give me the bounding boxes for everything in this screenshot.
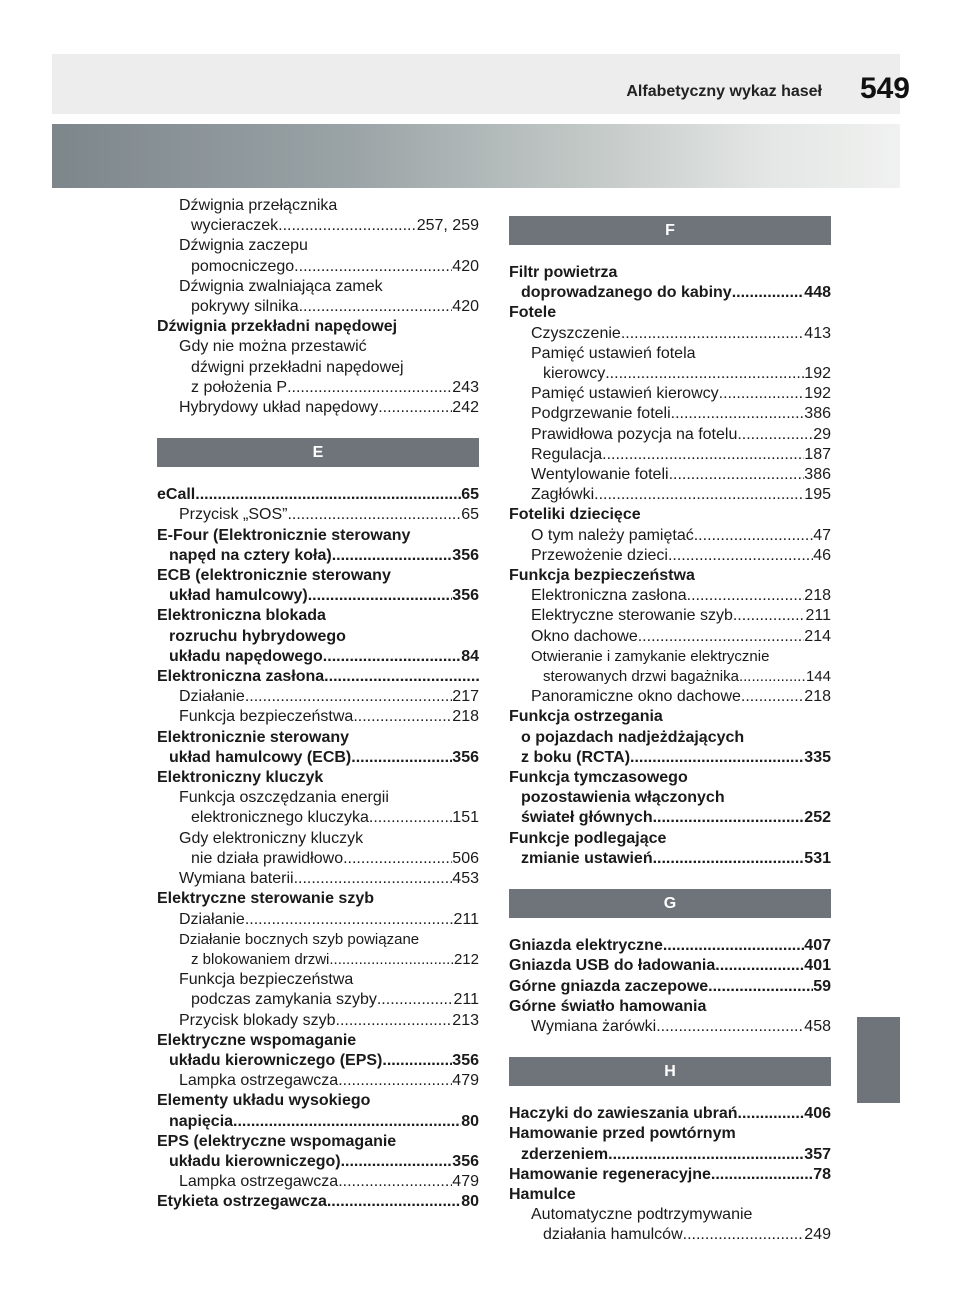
index-subentry [509, 404, 831, 424]
entry-text: Lampka ostrzegawcza [179, 1072, 339, 1090]
section-letter-f: F [509, 216, 831, 245]
entry-text: z boku (RCTA) [521, 748, 631, 766]
entry-text: z blokowaniem drzwi [191, 950, 330, 968]
page-reference: 217 [452, 688, 479, 706]
dot-leader [351, 748, 452, 768]
page-reference: 335 [804, 748, 831, 766]
entry-text: Podgrzewanie foteli [531, 405, 671, 423]
page-reference: 386 [804, 405, 831, 423]
index-entry [157, 1031, 479, 1071]
entry-text: układ hamulcowy) [169, 587, 308, 605]
dot-leader [332, 546, 453, 566]
index-subentry [509, 627, 831, 647]
entry-text: Okno dachowe [531, 627, 638, 645]
dot-leader [338, 1071, 452, 1091]
entry-text: O tym należy pamiętać [531, 526, 694, 544]
index-subentry [157, 1071, 479, 1091]
page-reference: 187 [804, 445, 831, 463]
entry-text: świateł głównych [521, 809, 653, 827]
entry-text: EPS (elektryczne wspomaganie [157, 1132, 397, 1150]
dot-leader [653, 808, 805, 828]
entry-text: Działanie [179, 910, 245, 928]
index-entry [157, 1132, 479, 1172]
index-entry [157, 317, 479, 337]
dot-leader [245, 687, 452, 707]
page-reference: 46 [813, 546, 831, 564]
entry-text: Automatyczne podtrzymywanie [531, 1206, 753, 1224]
entry-text: Działanie bocznych szyb powiązane [179, 930, 420, 948]
dot-leader [715, 956, 804, 976]
entry-text: eCall [157, 486, 196, 504]
page-reference: 80 [461, 1193, 479, 1211]
entry-text: zderzeniem [521, 1145, 609, 1163]
entry-text: Górne gniazda zaczepowe [509, 977, 709, 995]
index-entry [157, 485, 479, 505]
page-reference: 214 [804, 627, 831, 645]
entry-text: Gniazda elektryczne [509, 937, 663, 955]
dot-leader [278, 216, 417, 236]
page-reference: 448 [804, 284, 831, 302]
dot-leader [378, 398, 452, 418]
entry-text: wycieraczek [191, 217, 279, 235]
index-subentry [509, 586, 831, 606]
page-reference: 479 [452, 1072, 479, 1090]
entry-text: Górne światło hamowania [509, 997, 707, 1015]
index-entry [509, 1104, 831, 1124]
page-reference: 458 [804, 1017, 831, 1035]
page-reference: 78 [813, 1165, 831, 1183]
page-reference: 218 [452, 708, 479, 726]
dot-leader [719, 384, 805, 404]
index-entry [157, 768, 479, 788]
index-subentry [157, 277, 479, 317]
page-reference: 80 [461, 1112, 479, 1130]
dot-leader [630, 748, 804, 768]
index-subentry [157, 970, 479, 1010]
page-reference: 406 [804, 1105, 831, 1123]
dot-leader [671, 404, 805, 424]
page-reference: 420 [452, 257, 479, 275]
dot-leader [694, 526, 813, 546]
entry-text: E-Four (Elektronicznie sterowany [157, 526, 411, 544]
entry-text: Czyszczenie [531, 324, 621, 342]
decorative-gradient-band [52, 124, 900, 188]
entry-text: Elektronicznie sterowany [157, 728, 350, 746]
dot-leader [739, 667, 806, 687]
entry-text: układu napędowego [169, 647, 323, 665]
index-subentry [157, 1011, 479, 1031]
dot-leader [608, 1145, 804, 1165]
entry-text: pozostawienia włączonych [521, 789, 725, 807]
section-letter-e: E [157, 438, 479, 467]
index-entry [509, 997, 831, 1017]
dot-leader [382, 1051, 452, 1071]
page-reference: 356 [452, 546, 479, 564]
entry-text: Działanie [179, 688, 245, 706]
page-reference: 413 [804, 324, 831, 342]
page-reference: 242 [452, 399, 479, 417]
index-entry [509, 566, 831, 586]
entry-text: Otwieranie i zamykanie elektrycznie [531, 647, 770, 665]
entry-text: Funkcja ostrzegania [509, 708, 663, 726]
index-subentry [157, 930, 479, 970]
entry-text: sterowanych drzwi bagażnika [543, 668, 739, 686]
page-reference: 453 [452, 870, 479, 888]
dot-leader [738, 1104, 805, 1124]
entry-text: z położenia P [191, 378, 288, 396]
dot-leader [621, 324, 804, 344]
entry-text: kierowcy [543, 365, 606, 383]
entry-text: Przewożenie dzieci [531, 546, 668, 564]
entry-text: o pojazdach nadjeżdżających [521, 728, 745, 746]
dot-leader [638, 627, 805, 647]
entry-text: Hamowanie regeneracyjne [509, 1165, 711, 1183]
index-subentry [157, 788, 479, 828]
index-subentry [157, 398, 479, 418]
index-subentry [509, 425, 831, 445]
entry-text: doprowadzanego do kabiny [521, 284, 732, 302]
index-entry [509, 303, 831, 323]
entry-text: układu kierowniczego) [169, 1152, 341, 1170]
entry-text: Fotele [509, 304, 557, 322]
index-subentry [157, 236, 479, 276]
index-entry [157, 1091, 479, 1131]
dot-leader [294, 869, 453, 889]
index-entry [509, 263, 831, 303]
index-subentry [157, 687, 479, 707]
entry-text: układ hamulcowy (ECB) [169, 748, 352, 766]
index-subentry [509, 606, 831, 626]
dot-leader [327, 1192, 461, 1212]
entry-text: Elektryczne sterowanie szyb [157, 890, 374, 908]
entry-text: Haczyki do zawieszania ubrań [509, 1105, 738, 1123]
dot-leader [245, 910, 454, 930]
page-reference: 357 [804, 1145, 831, 1163]
page-reference: 249 [804, 1226, 831, 1244]
entry-text: Funkcje podlegające [509, 829, 667, 847]
entry-text: nie działa prawidłowo [191, 849, 344, 867]
dot-leader [683, 1225, 805, 1245]
page-reference: 65 [461, 486, 479, 504]
dot-leader [602, 445, 804, 465]
entry-text: podczas zamykania szyby [191, 991, 377, 1009]
entry-text: pokrywy silnika [191, 298, 299, 316]
entry-text: Funkcja tymczasowego [509, 769, 688, 787]
index-subentry [509, 647, 831, 687]
entry-text: Dźwignia przełącznika [179, 197, 338, 214]
entry-text: Foteliki dziecięce [509, 506, 641, 524]
dot-leader [329, 950, 454, 970]
page-reference: 243 [452, 378, 479, 396]
entry-text: układu kierowniczego (EPS) [169, 1051, 383, 1069]
page-reference: 59 [813, 977, 831, 995]
page-reference: 531 [804, 849, 831, 867]
page-reference: 211 [453, 991, 479, 1009]
index-column-right [509, 196, 831, 1246]
page-reference: 479 [452, 1173, 479, 1191]
page-reference: 401 [804, 957, 831, 975]
index-subentry [509, 546, 831, 566]
entry-text: Wymiana żarówki [531, 1017, 657, 1035]
dot-leader [324, 667, 479, 687]
entry-text: Funkcja bezpieczeństwa [509, 567, 695, 585]
index-entry [509, 1185, 831, 1205]
entry-text: Dźwignia przekładni napędowej [157, 318, 398, 336]
dot-leader [656, 1017, 804, 1037]
index-subentry [157, 707, 479, 727]
entry-text: zmianie ustawień [521, 849, 653, 867]
page-reference: 192 [804, 385, 831, 403]
index-entry [509, 768, 831, 829]
entry-text: Funkcja oszczędzania energii [179, 789, 389, 807]
index-subentry [157, 829, 479, 869]
dot-leader [687, 586, 805, 606]
page-reference: 407 [804, 937, 831, 955]
dot-leader [605, 364, 804, 384]
page-reference: 356 [452, 1051, 479, 1069]
page-reference: 211 [453, 910, 479, 928]
dot-leader [732, 283, 805, 303]
entry-text: Gdy nie można przestawić [179, 338, 367, 356]
index-subentry [509, 1017, 831, 1037]
index-entry [509, 956, 831, 976]
entry-text: Dźwignia zwalniająca zamek [179, 277, 383, 295]
entry-text: Elektroniczna blokada [157, 607, 326, 625]
entry-text: Wymiana baterii [179, 870, 294, 888]
index-entry [157, 1192, 479, 1212]
entry-text: Hamowanie przed powtórnym [509, 1125, 736, 1143]
index-column-left [157, 196, 479, 1213]
dot-leader [653, 849, 805, 869]
index-entry [157, 889, 479, 909]
dot-leader [353, 707, 452, 727]
index-subentry [509, 1205, 831, 1245]
dot-leader [737, 425, 813, 445]
index-entry [509, 829, 831, 869]
entry-text: Hybrydowy układ napędowy [179, 399, 379, 417]
index-subentry [157, 910, 479, 930]
index-entry [157, 526, 479, 566]
index-subentry [509, 485, 831, 505]
dot-leader [711, 1165, 813, 1185]
entry-text: dźwigni przekładni napędowej [191, 358, 404, 376]
page-reference: 29 [813, 425, 831, 443]
page-reference: 356 [452, 587, 479, 605]
page-reference: 252 [804, 809, 831, 827]
index-entry [157, 667, 479, 687]
dot-leader [338, 1172, 452, 1192]
index-entry [509, 936, 831, 956]
dot-leader [669, 465, 805, 485]
page-reference: 420 [452, 298, 479, 316]
index-entry [157, 728, 479, 768]
index-subentry [157, 337, 479, 398]
entry-text: napęd na cztery koła) [169, 546, 332, 564]
page-reference: 356 [452, 1152, 479, 1170]
index-subentry [157, 505, 479, 525]
entry-text: ECB (elektronicznie sterowany [157, 567, 391, 585]
entry-text: Dźwignia zaczepu [179, 237, 308, 255]
entry-text: Elementy układu wysokiego [157, 1092, 371, 1110]
page-reference: 257, 259 [416, 217, 479, 235]
entry-text: Gdy elektroniczny kluczyk [179, 829, 364, 847]
index-subentry [509, 344, 831, 384]
dot-leader [341, 1152, 453, 1172]
index-entry [157, 606, 479, 667]
page-reference: 506 [452, 849, 479, 867]
page-number: 549 [859, 72, 910, 105]
entry-text: rozruchu hybrydowego [169, 627, 346, 645]
entry-text: Elektroniczny kluczyk [157, 769, 324, 787]
index-subentry [509, 324, 831, 344]
entry-text: Panoramiczne okno dachowe [531, 688, 741, 706]
dot-leader [377, 990, 454, 1010]
page-header-title: Alfabetyczny wykaz haseł [626, 83, 822, 100]
page-reference: 192 [804, 365, 831, 383]
dot-leader [294, 257, 452, 277]
entry-text: Lampka ostrzegawcza [179, 1173, 339, 1191]
entry-text: pomocniczego [191, 257, 295, 275]
dot-leader [299, 297, 453, 317]
dot-leader [668, 546, 813, 566]
entry-text: Elektroniczna zasłona [531, 587, 687, 605]
entry-text: Funkcja bezpieczeństwa [179, 708, 354, 726]
index-entry [509, 977, 831, 997]
index-subentry [509, 465, 831, 485]
dot-leader [369, 808, 452, 828]
page-reference: 356 [452, 748, 479, 766]
entry-text: Elektryczne sterowanie szyb [531, 607, 733, 625]
index-subentry [157, 196, 479, 236]
entry-text: Przycisk „SOS” [179, 506, 288, 524]
dot-leader [708, 977, 813, 997]
page-reference: 65 [461, 506, 479, 524]
dot-leader [323, 647, 461, 667]
page-reference: 144 [805, 668, 831, 686]
dot-leader [663, 936, 804, 956]
entry-text: Filtr powietrza [509, 264, 618, 281]
index-subentry [509, 445, 831, 465]
page-reference: 212 [453, 950, 479, 968]
entry-text: Funkcja bezpieczeństwa [179, 971, 354, 989]
page-reference: 386 [804, 466, 831, 484]
section-letter-g: G [509, 889, 831, 918]
entry-text: Zagłówki [531, 486, 595, 504]
dot-leader [336, 1011, 453, 1031]
entry-text: Elektryczne wspomaganie [157, 1031, 357, 1049]
section-side-tab [857, 1017, 900, 1103]
entry-text: Prawidłowa pozycja na fotelu [531, 425, 738, 443]
dot-leader [233, 1112, 461, 1132]
page-reference: 218 [804, 587, 831, 605]
page-reference: 151 [452, 809, 479, 827]
index-entry [157, 566, 479, 606]
entry-text: Pamięć ustawień kierowcy [531, 385, 719, 403]
dot-leader [287, 378, 452, 398]
entry-text: napięcia [169, 1112, 234, 1130]
entry-text: elektronicznego kluczyka [191, 809, 369, 827]
page-reference: 47 [813, 526, 831, 544]
dot-leader [195, 485, 461, 505]
index-subentry [509, 384, 831, 404]
index-entry [509, 1124, 831, 1164]
dot-leader [733, 606, 806, 626]
page-reference: 211 [805, 607, 831, 625]
dot-leader [741, 687, 804, 707]
entry-text: Przycisk blokady szyb [179, 1011, 336, 1029]
index-entry [509, 707, 831, 768]
entry-text: Etykieta ostrzegawcza [157, 1193, 327, 1211]
page-reference: 195 [804, 486, 831, 504]
entry-text: Pamięć ustawień fotela [531, 344, 696, 362]
index-subentry [509, 687, 831, 707]
entry-text: Wentylowanie foteli [531, 466, 669, 484]
page-reference: 84 [461, 647, 479, 665]
index-subentry [157, 869, 479, 889]
entry-text: działania hamulców [543, 1226, 683, 1244]
entry-text: Gniazda USB do ładowania [509, 957, 716, 975]
dot-leader [594, 485, 804, 505]
index-subentry [509, 526, 831, 546]
dot-leader [287, 505, 461, 525]
page-reference: 218 [804, 688, 831, 706]
entry-text: Elektroniczna zasłona [157, 668, 325, 686]
index-entry [509, 505, 831, 525]
page-reference: 213 [452, 1011, 479, 1029]
section-letter-h: H [509, 1057, 831, 1086]
dot-leader [343, 849, 452, 869]
dot-leader [308, 586, 453, 606]
index-subentry [157, 1172, 479, 1192]
entry-text: Regulacja [531, 445, 603, 463]
index-entry [509, 1165, 831, 1185]
entry-text: Hamulce [509, 1185, 576, 1203]
